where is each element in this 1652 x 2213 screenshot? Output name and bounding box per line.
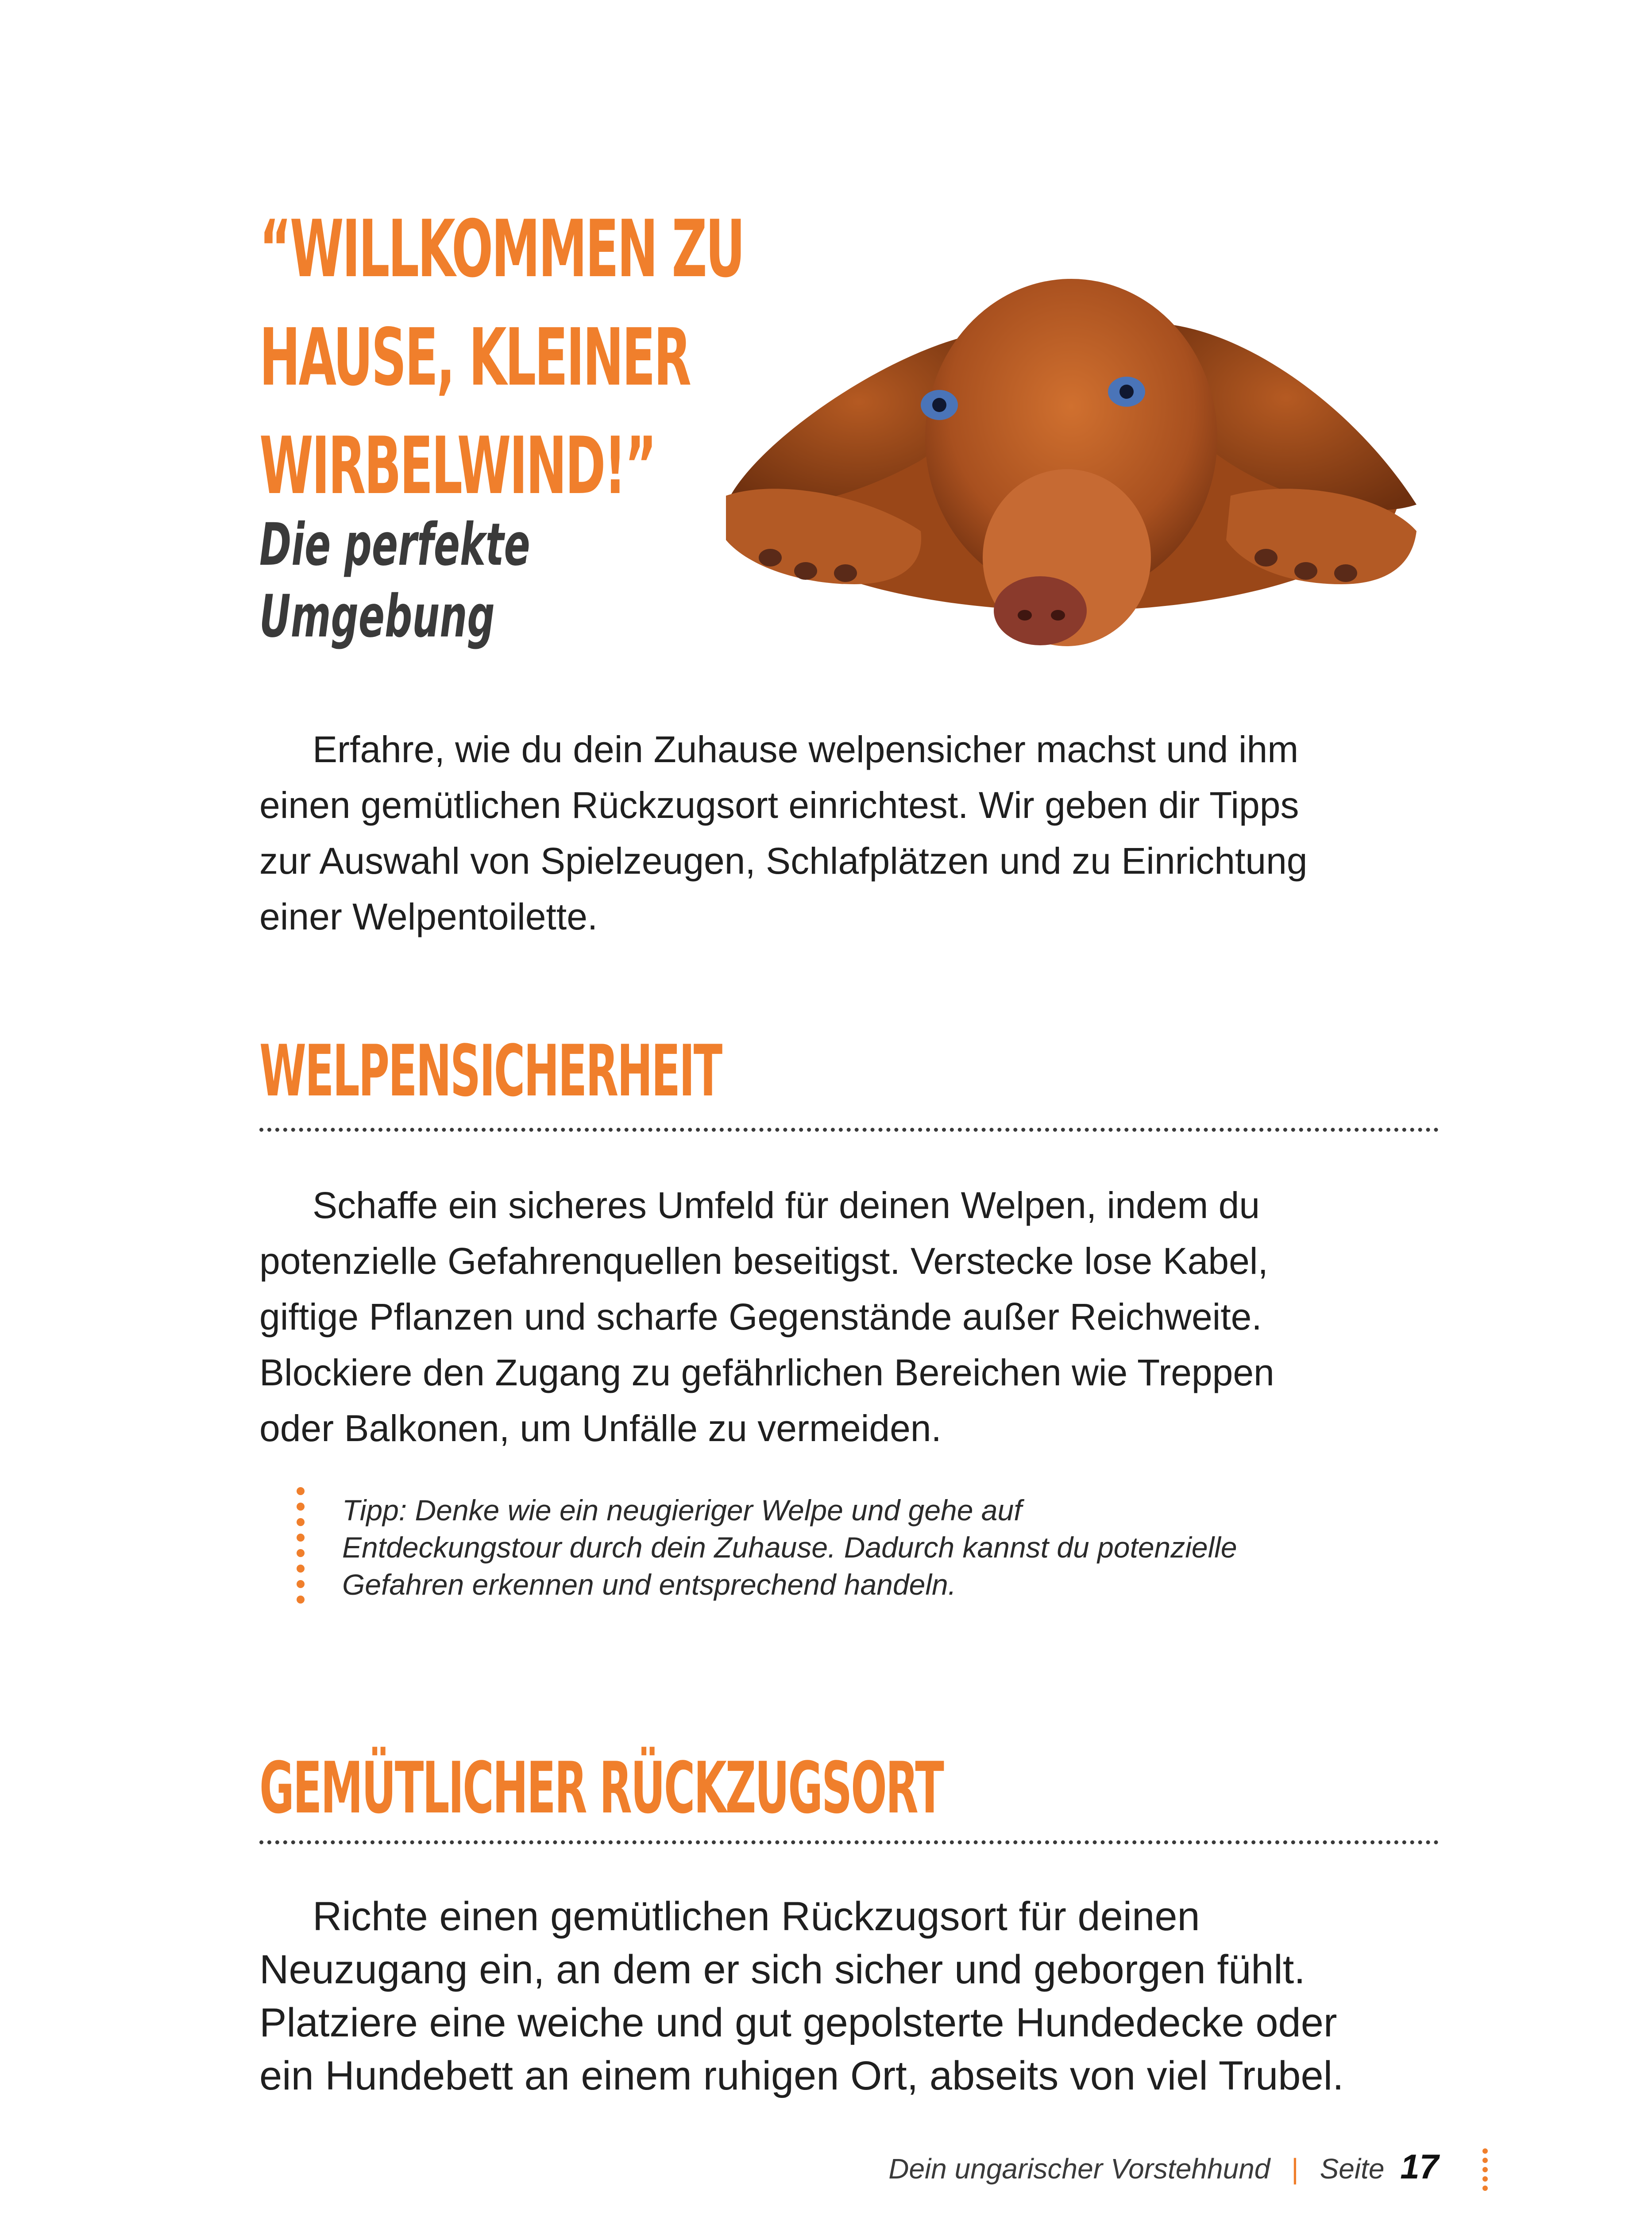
subtitle-line-2: Umgebung	[259, 582, 495, 651]
intro-line: einer Welpentoilette.	[259, 896, 598, 937]
retreat-paragraph	[259, 1890, 1455, 2102]
dog-nose	[994, 576, 1087, 645]
page-number: 17	[1400, 2147, 1439, 2186]
tip-line: Tipp: Denke wie ein neugieriger Welpe und gehe auf	[342, 1494, 1022, 1527]
tip-line: Entdeckungstour durch dein Zuhause. Dadurch kannst du potenzielle	[342, 1531, 1237, 1564]
tip-dotted-marker	[296, 1486, 305, 1606]
puppy-image	[713, 248, 1430, 682]
section-heading-welpensicherheit: WELPENSICHERHEIT	[259, 1029, 722, 1112]
page-subtitle	[259, 509, 530, 652]
title-line-2: HAUSE, KLEINER	[259, 312, 690, 403]
retreat-line: Neuzugang ein, an dem er sich sicher und geborgen fühlt.	[259, 1947, 1305, 1992]
dotted-divider	[259, 1840, 1439, 1844]
subtitle-line-1: Die perfekte	[259, 511, 530, 579]
page-title	[259, 195, 744, 520]
safety-line: potenzielle Gefahrenquellen beseitigst. Verstecke lose Kabel,	[259, 1240, 1268, 1282]
title-line-3: WIRBELWIND!”	[259, 420, 656, 512]
safety-line: giftige Pflanzen und scharfe Gegenstände außer Reichweite.	[259, 1296, 1262, 1338]
safety-line: Blockiere den Zugang zu gefährlichen Bereichen wie Treppen	[259, 1352, 1274, 1393]
footer-separator: |	[1291, 2153, 1299, 2185]
retreat-line: ein Hundebett an einem ruhigen Ort, abseits von viel Trubel.	[259, 2053, 1344, 2098]
intro-line: zur Auswahl von Spielzeugen, Schlafplätzen und zu Einrichtung	[259, 840, 1308, 882]
footer-dotted-marker	[1481, 2147, 1489, 2192]
intro-line: einen gemütlichen Rückzugsort einrichtest. Wir geben dir Tipps	[259, 784, 1299, 826]
footer-book-title: Dein ungarischer Vorstehhund	[888, 2153, 1270, 2185]
safety-paragraph	[259, 1177, 1455, 1456]
intro-paragraph	[259, 721, 1455, 945]
section-heading-rueckzugsort: GEMÜTLICHER RÜCKZUGSORT	[259, 1746, 943, 1829]
safety-line: Schaffe ein sicheres Umfeld für deinen Welpen, indem du	[313, 1184, 1260, 1226]
retreat-line: Platziere eine weiche und gut gepolsterte Hundedecke oder	[259, 2000, 1337, 2045]
intro-line: Erfahre, wie du dein Zuhause welpensicher machst und ihm	[313, 729, 1299, 770]
retreat-line: Richte einen gemütlichen Rückzugsort für deinen	[313, 1894, 1200, 1939]
tip-line: Gefahren erkennen und entsprechend handeln.	[342, 1568, 957, 1601]
tip-box	[342, 1492, 1237, 1603]
title-line-1: “WILLKOMMEN ZU	[259, 203, 744, 295]
dotted-divider	[259, 1128, 1439, 1132]
page-footer	[888, 2147, 1439, 2189]
footer-page-label: Seite	[1320, 2153, 1385, 2185]
safety-line: oder Balkonen, um Unfälle zu vermeiden.	[259, 1407, 942, 1449]
